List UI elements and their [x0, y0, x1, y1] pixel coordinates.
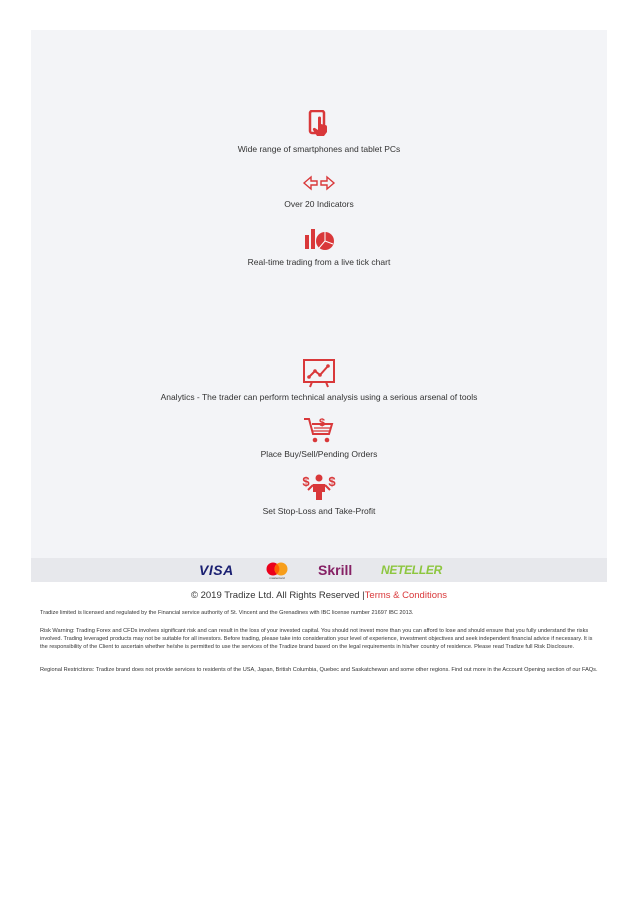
payment-logos-bar [31, 558, 607, 582]
svg-text:$: $ [302, 474, 310, 489]
feature-label: Analytics - The trader can perform technical analysis using a serious arsenal of tools [160, 392, 478, 402]
skrill-logo: Skrill [318, 562, 353, 578]
feature-label: Over 20 Indicators [284, 199, 354, 209]
feature-tick-chart [31, 223, 607, 267]
shopping-cart-dollar-icon [31, 415, 607, 445]
feature-devices [31, 110, 607, 154]
svg-text:$: $ [328, 474, 336, 489]
risk-warning-text: Risk Warning: Trading Forex and CFDs involves significant risk and can result in the loss of your invested capital. You should not invest more than you can afford to lose and should ensure that you fully understand the risks involved. Trading leveraged products may not be suitable for all investors. Before trading, please take into consideration your level of experience, investment objectives and seek independent financial advice if necessary. It is the responsibility of the Client to ascertain whether he/she is permitted to use the services of the Tradize brand based on the legal requirements in his/her country of residence. Please read Tradize full Risk Disclosure. [40, 628, 593, 651]
mastercard-caption: mastercard [269, 576, 285, 580]
visa-logo: VISA [199, 562, 234, 578]
terms-link[interactable]: Terms & Conditions [364, 590, 448, 601]
feature-label: Wide range of smartphones and tablet PCs [237, 144, 401, 154]
feature-label: Set Stop-Loss and Take-Profit [262, 506, 376, 516]
regional-restrictions-text: Regional Restrictions: Tradize brand does not provide services to residents of the USA, Japan, British Columbia, Quebec and Saskatchewan and some other regions. Find out more in the Account Opening section of our FAQs. [40, 667, 598, 673]
tablet-touch-icon [31, 110, 607, 140]
chart-pie-icon [31, 223, 607, 253]
mastercard-logo [263, 562, 291, 578]
analytics-icon [31, 358, 607, 388]
copyright-text: © 2019 Tradize Ltd. All Rights Reserved | [190, 590, 365, 601]
feature-analytics [31, 358, 607, 402]
feature-label: Real-time trading from a live tick chart [247, 257, 391, 267]
feature-indicators [31, 173, 607, 209]
arrows-left-right-icon [31, 173, 607, 195]
license-text: Tradize limited is licensed and regulated by the Financial service authority of St. Vincent and the Grenadines with IBC license number 21697 IBC 2013. [40, 610, 414, 616]
copyright-line [0, 590, 638, 601]
svg-text:$: $ [318, 417, 326, 429]
feature-stop-loss [31, 472, 607, 516]
feature-label: Place Buy/Sell/Pending Orders [260, 449, 378, 459]
neteller-logo: NETELLER [381, 563, 442, 577]
person-dollar-icon [31, 472, 607, 502]
feature-orders [31, 415, 607, 459]
features-panel [31, 30, 607, 558]
